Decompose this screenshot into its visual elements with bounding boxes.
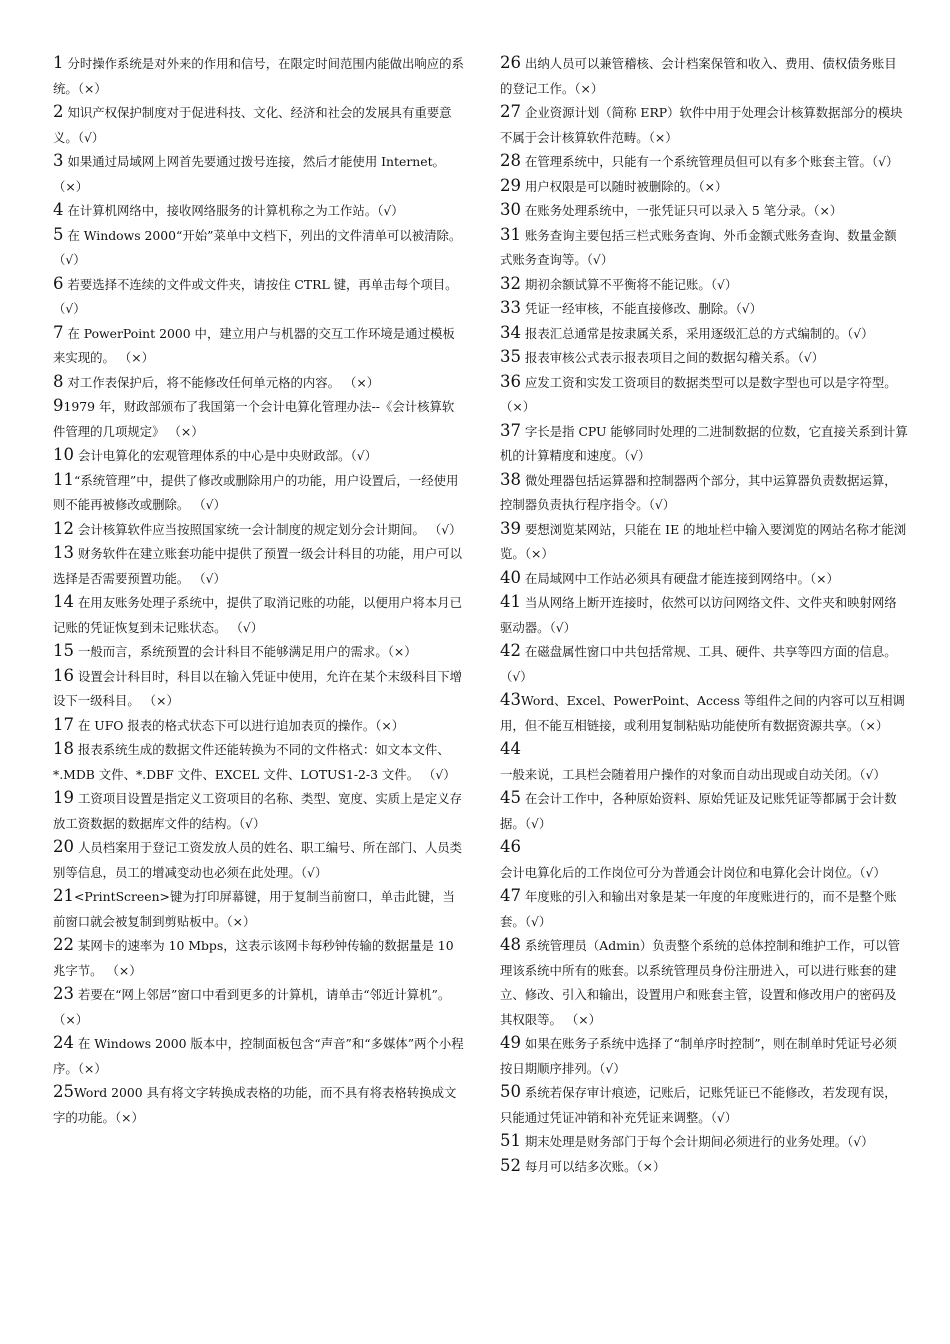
question-text: 在 UFO 报表的格式状态下可以进行追加表页的操作。（×） xyxy=(74,717,405,733)
question-text: 报表审核公式表示报表项目之间的数据勾稽关系。（√） xyxy=(521,350,825,365)
question-item xyxy=(500,1032,908,1081)
question-text: 在局域网中工作站必须具有硬盘才能连接到网络中。（×） xyxy=(521,570,839,586)
question-item xyxy=(500,224,908,273)
question-item xyxy=(500,567,908,592)
question-item xyxy=(53,591,465,640)
question-number: 7 xyxy=(53,322,64,342)
question-text: 在用友账务处理子系统中，提供了取消记账的功能，以便用户将本月已记账的凭证恢复到未记账状态。 （√） xyxy=(53,595,463,635)
question-item xyxy=(53,371,465,396)
question-item xyxy=(500,1155,908,1180)
question-text: 财务软件在建立账套功能中提供了预置一级会计科目的功能，用户可以选择是否需要预置功能。 （√） xyxy=(53,546,463,586)
question-number: 2 xyxy=(53,102,64,121)
question-item xyxy=(500,885,908,934)
question-text: 应发工资和实发工资项目的数据类型可以是数字型也可以是字符型。（×） xyxy=(500,374,897,414)
question-item xyxy=(53,1032,465,1081)
question-item xyxy=(500,469,908,518)
question-text: 在计算机网络中，接收网络服务的计算机称之为工作站。（√） xyxy=(63,203,404,218)
question-text: 在管理系统中，只能有一个系统管理员但可以有多个账套主管。（√） xyxy=(521,154,899,169)
question-number: 44 xyxy=(500,739,521,758)
question-item xyxy=(53,101,465,150)
question-item xyxy=(53,787,465,836)
question-text: 出纳人员可以兼管稽核、会计档案保管和收入、费用、债权债务账目的登记工作。（×） xyxy=(500,56,897,96)
question-number: 50 xyxy=(500,1082,521,1101)
question-text: 工资项目设置是指定义工资项目的名称、类型、宽度、实质上是定义存放工资数据的数据库文件的结构。（√） xyxy=(53,791,463,831)
question-text: 1979 年，财政部颁布了我国第一个会计电算化管理办法--《会计核算软件管理的几项规定》 （×） xyxy=(53,399,455,439)
question-item xyxy=(53,983,465,1032)
question-number: 22 xyxy=(53,935,74,954)
question-text: 期末处理是财务部门于每个会计期间必须进行的业务处理。（√） xyxy=(521,1134,874,1149)
question-item xyxy=(500,591,908,640)
question-number: 41 xyxy=(500,592,521,611)
question-text: 用户权限是可以随时被删除的。（×） xyxy=(521,178,728,194)
question-text: 企业资源计划（简称 ERP）软件中用于处理会计核算数据部分的模块不属于会计核算软件范畴。（×） xyxy=(500,105,903,145)
question-number: 13 xyxy=(53,543,74,562)
question-number: 30 xyxy=(500,200,521,219)
question-item xyxy=(53,836,465,885)
question-text: 对工作表保护后，将不能修改任何单元格的内容。 （×） xyxy=(63,374,380,390)
question-item xyxy=(500,518,908,567)
question-text: 在 Windows 2000“开始”菜单中文档下，列出的文件清单可以被清除。（√） xyxy=(53,227,462,267)
question-text: 微处理器包括运算器和控制器两个部分，其中运算器负责数据运算，控制器负责执行程序指令。（√） xyxy=(500,472,897,512)
question-number: 14 xyxy=(53,592,74,611)
question-text: <PrintScreen>键为打印屏幕键，用于复制当前窗口，单击此键，当前窗口就会被复制到剪贴板中。（×） xyxy=(53,889,455,929)
question-text: 年度账的引入和输出对象是某一年度的年度账进行的，而不是整个账套。（√） xyxy=(500,889,897,929)
question-number: 16 xyxy=(53,665,74,685)
question-number: 43 xyxy=(500,690,521,709)
question-item xyxy=(500,934,908,1032)
question-item xyxy=(53,518,465,543)
question-number: 3 xyxy=(53,151,64,170)
question-number: 35 xyxy=(500,347,521,366)
question-number: 23 xyxy=(53,984,74,1003)
question-item xyxy=(53,665,465,714)
question-text: 人员档案用于登记工资发放人员的姓名、职工编号、所在部门、人员类别等信息，员工的增减变动也必须在此处理。（√） xyxy=(53,840,463,880)
left-column xyxy=(53,52,465,1130)
question-number: 8 xyxy=(53,371,64,391)
question-item xyxy=(500,322,908,347)
question-item xyxy=(53,444,465,469)
question-number: 40 xyxy=(500,567,521,587)
question-item xyxy=(53,224,465,273)
question-item xyxy=(500,689,908,738)
question-text: 系统若保存审计痕迹，记账后，记账凭证已不能修改，若发现有误，只能通过凭证冲销和补充凭证来调整。（√） xyxy=(500,1085,897,1125)
question-text: 在磁盘属性窗口中共包括常规、工具、硬件、共享等四方面的信息。（√） xyxy=(500,644,897,684)
question-text: 如果在账务子系统中选择了“制单序时控制”，则在制单时凭证号必须按日期顺序排列。（√） xyxy=(500,1036,897,1076)
question-text: 会计电算化的宏观管理体系的中心是中央财政部。（√） xyxy=(74,448,378,463)
question-number: 48 xyxy=(500,935,521,954)
question-text: 期初余额试算不平衡将不能记账。（√） xyxy=(521,276,738,292)
question-item xyxy=(53,885,465,934)
question-number: 45 xyxy=(500,788,521,807)
question-text: “系统管理”中，提供了修改或删除用户的功能，用户设置后，一经使用则不能再被修改或删除。 （√） xyxy=(53,472,459,512)
question-item xyxy=(500,371,908,420)
question-number: 46 xyxy=(500,837,521,856)
question-item xyxy=(500,640,908,689)
question-item xyxy=(500,150,908,175)
question-text: 如果通过局域网上网首先要通过拨号连接，然后才能使用 Internet。 （×） xyxy=(53,154,445,194)
question-number: 18 xyxy=(53,739,74,758)
question-item xyxy=(53,542,465,591)
question-number: 9 xyxy=(53,396,64,415)
question-item xyxy=(53,934,465,983)
question-number: 5 xyxy=(53,224,64,244)
question-number: 33 xyxy=(500,298,521,317)
question-text: 要想浏览某网站，只能在 IE 的地址栏中输入要浏览的网站名称才能浏览。（×） xyxy=(500,521,907,561)
question-item xyxy=(500,1081,908,1130)
question-number: 21 xyxy=(53,886,74,905)
question-item xyxy=(500,273,908,298)
right-column xyxy=(500,52,908,1179)
question-item xyxy=(53,714,465,739)
question-number: 37 xyxy=(500,420,521,440)
question-text: Word、Excel、PowerPoint、Access 等组件之间的内容可以互相调用，但不能互相链接，或利用复制粘贴功能使所有数据资源共享。（×） xyxy=(500,693,905,733)
question-item xyxy=(500,1130,908,1155)
question-text: 在会计工作中，各种原始资料、原始凭证及记账凭证等都属于会计数据。（√） xyxy=(500,791,897,831)
question-number: 42 xyxy=(500,641,521,660)
question-number: 24 xyxy=(53,1033,74,1052)
question-number: 34 xyxy=(500,322,521,342)
question-number: 26 xyxy=(500,53,521,72)
question-number: 49 xyxy=(500,1033,521,1052)
question-number: 17 xyxy=(53,714,74,734)
question-item xyxy=(53,640,465,665)
question-item xyxy=(53,469,465,518)
question-number: 10 xyxy=(53,445,74,464)
question-text: 报表汇总通常是按隶属关系，采用逐级汇总的方式编制的。（√） xyxy=(521,325,874,341)
question-text: 字长是指 CPU 能够同时处理的二进制数据的位数，它直接关系到计算机的计算精度和速度。（√） xyxy=(500,423,908,463)
question-item xyxy=(500,836,908,885)
question-number: 20 xyxy=(53,837,74,856)
question-text: 在账务处理系统中，一张凭证只可以录入 5 笔分录。（×） xyxy=(521,203,843,218)
question-text: 一般而言，系统预置的会计科目不能够满足用户的需求。（×） xyxy=(74,644,417,659)
question-item xyxy=(53,273,465,322)
question-item xyxy=(53,52,465,101)
question-number: 29 xyxy=(500,175,521,195)
question-text: 分时操作系统是对外来的作用和信号，在限定时间范围内能做出响应的系统。（×） xyxy=(53,56,464,96)
question-item xyxy=(500,346,908,371)
question-item xyxy=(53,199,465,224)
question-text: 会计电算化后的工作岗位可分为普通会计岗位和电算化会计岗位。（√） xyxy=(500,864,886,880)
question-text: Word 2000 具有将文字转换成表格的功能，而不具有将表格转换成文字的功能。（×） xyxy=(53,1085,457,1125)
question-text: 账务查询主要包括三栏式账务查询、外币金额式账务查询、数量金额式账务查询等。（√） xyxy=(500,227,897,267)
question-text: 若要选择不连续的文件或文件夹，请按住 CTRL 键，再单击每个项目。 （√） xyxy=(53,276,458,316)
question-number: 39 xyxy=(500,518,521,538)
question-number: 36 xyxy=(500,371,521,391)
question-number: 38 xyxy=(500,469,521,489)
question-text: 报表系统生成的数据文件还能转换为不同的文件格式：如文本文件、*.MDB 文件、*.DBF 文件、EXCEL 文件、LOTUS1-2-3 文件。 （√） xyxy=(53,742,456,782)
question-text: 知识产权保护制度对于促进科技、文化、经济和社会的发展具有重要意义。（√） xyxy=(53,105,452,145)
question-number: 4 xyxy=(53,200,64,219)
question-text: 若要在“网上邻居”窗口中看到更多的计算机，请单击“邻近计算机”。（×） xyxy=(53,987,451,1027)
question-number: 11 xyxy=(53,469,74,489)
question-item xyxy=(53,395,465,444)
question-number: 6 xyxy=(53,273,64,293)
question-text: 某网卡的速率为 10 Mbps，这表示该网卡每秒钟传输的数据量是 10 兆字节。 （×） xyxy=(53,938,454,978)
question-item xyxy=(500,101,908,150)
question-number: 1 xyxy=(53,53,64,72)
question-number: 19 xyxy=(53,788,74,807)
question-number: 12 xyxy=(53,518,74,538)
question-number: 51 xyxy=(500,1131,521,1150)
question-number: 15 xyxy=(53,641,74,660)
question-item xyxy=(500,297,908,322)
question-text: 在 PowerPoint 2000 中，建立用户与机器的交互工作环境是通过模板来实现的。 （×） xyxy=(53,325,455,365)
question-item xyxy=(500,787,908,836)
question-text: 在 Windows 2000 版本中，控制面板包含“声音”和“多媒体”两个小程序。（×） xyxy=(53,1036,464,1076)
question-text: 一般来说，工具栏会随着用户操作的对象而自动出现或自动关闭。（√） xyxy=(500,766,886,782)
question-number: 32 xyxy=(500,273,521,293)
question-item xyxy=(53,1081,465,1130)
question-text: 会计核算软件应当按照国家统一会计制度的规定划分会计期间。 （√） xyxy=(74,521,462,537)
question-number: 28 xyxy=(500,151,521,170)
question-item xyxy=(53,322,465,371)
question-item xyxy=(53,150,465,199)
question-text: 设置会计科目时，科目以在输入凭证中使用，允许在某个末级科目下增设下一级科目。 （×） xyxy=(53,668,463,708)
question-number: 25 xyxy=(53,1082,74,1101)
question-item xyxy=(500,52,908,101)
question-item xyxy=(500,199,908,224)
question-text: 每月可以结多次账。（×） xyxy=(521,1158,666,1174)
question-number: 52 xyxy=(500,1155,521,1175)
question-item xyxy=(500,420,908,469)
question-item xyxy=(500,738,908,787)
question-number: 47 xyxy=(500,886,521,905)
question-text: 凭证一经审核，不能直接修改、删除。（√） xyxy=(521,301,763,316)
question-item xyxy=(500,175,908,200)
question-text: 当从网络上断开连接时，依然可以访问网络文件、文件夹和映射网络驱动器。（√） xyxy=(500,595,897,635)
question-number: 27 xyxy=(500,102,521,121)
question-number: 31 xyxy=(500,224,521,244)
question-item xyxy=(53,738,465,787)
question-text: 系统管理员（Admin）负责整个系统的总体控制和维护工作，可以管理该系统中所有的账套。以系统管理员身份注册进入，可以进行账套的建立、修改、引入和输出，设置用户和账套主管，设置和修改用户的密码及其权限等。 （×） xyxy=(500,938,901,1027)
